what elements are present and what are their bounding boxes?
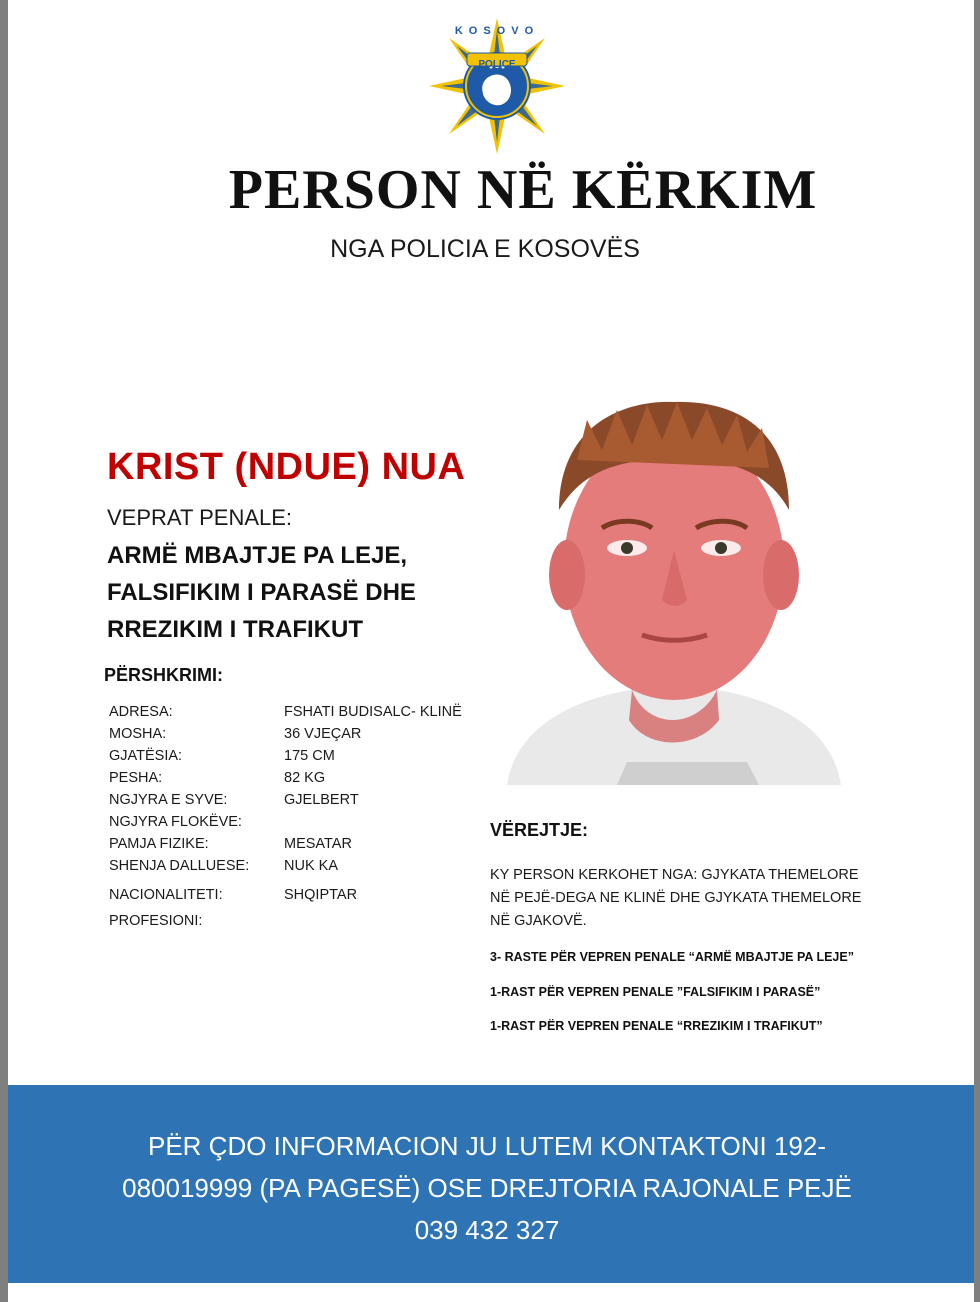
wanted-poster-page <box>8 0 974 1302</box>
description-value: MESATAR <box>284 836 352 852</box>
description-key: GJATËSIA: <box>109 748 183 764</box>
case-line: 1-RAST PËR VEPREN PENALE ”FALSIFIKIM I PARASË” <box>490 985 821 999</box>
suspect-name: KRIST (NDUE) NUA <box>107 446 466 488</box>
case-line: 3- RASTE PËR VEPREN PENALE “ARMË MBAJTJE PA LEJE” <box>490 950 854 964</box>
offense-line: RREZIKIM I TRAFIKUT <box>107 616 363 643</box>
description-row <box>109 913 479 933</box>
badge-arc-text: KOSOVO <box>454 25 540 37</box>
description-value: 82 KG <box>284 770 326 786</box>
notes-line: NË GJAKOVË. <box>490 913 587 929</box>
case-line: 1-RAST PËR VEPREN PENALE “RREZIKIM I TRAFIKUT” <box>490 1019 823 1033</box>
description-row <box>109 836 479 856</box>
description-key: SHENJA DALLUESE: <box>109 858 250 874</box>
description-value: 36 VJEÇAR <box>284 726 362 742</box>
description-key: NGJYRA E SYVE: <box>109 792 228 808</box>
description-row <box>109 748 479 768</box>
description-row <box>109 770 479 790</box>
description-value: SHQIPTAR <box>284 887 358 903</box>
description-value: 175 CM <box>284 748 335 764</box>
notes-line: KY PERSON KERKOHET NGA: GJYKATA THEMELORE <box>490 867 859 883</box>
description-row <box>109 887 479 907</box>
description-value: FSHATI BUDISALC- KLINË <box>284 704 462 720</box>
page-subtitle: NGA POLICIA E KOSOVËS <box>330 235 640 263</box>
badge-ribbon-text: POLICE <box>478 59 516 70</box>
footer-line: PËR ÇDO INFORMACION JU LUTEM KONTAKTONI 192- <box>147 1131 826 1161</box>
description-key: MOSHA: <box>109 726 167 742</box>
offenses-label: VEPRAT PENALE: <box>107 505 293 530</box>
offense-line: FALSIFIKIM I PARASË DHE <box>107 579 416 606</box>
description-key: NACIONALITETI: <box>109 887 223 903</box>
notes-line: NË PEJË-DEGA NE KLINË DHE GJYKATA THEMELORE <box>490 890 862 906</box>
offenses-list <box>107 537 487 648</box>
description-key: NGJYRA FLOKËVE: <box>109 814 242 830</box>
contact-footer <box>8 1085 974 1283</box>
footer-line: 080019999 (PA PAGESË) OSE DREJTORIA RAJONALE PEJË <box>122 1173 852 1203</box>
description-row <box>109 792 479 812</box>
description-value: NUK KA <box>284 858 338 874</box>
notes-label: VËREJTJE: <box>490 820 589 840</box>
description-key: PROFESIONI: <box>109 913 203 929</box>
description-row <box>109 814 479 834</box>
description-label: PËRSHKRIMI: <box>104 665 224 685</box>
description-row <box>109 704 479 724</box>
kosovo-police-badge-icon <box>422 16 572 156</box>
description-key: ADRESA: <box>109 704 173 720</box>
footer-phone: 039 432 327 <box>414 1215 560 1245</box>
description-key: PESHA: <box>109 770 163 786</box>
description-row <box>109 726 479 746</box>
suspect-portrait-photo <box>497 390 851 785</box>
page-title: PERSON NË KËRKIM <box>228 159 818 221</box>
description-value: GJELBERT <box>284 792 359 808</box>
description-key: PAMJA FIZIKE: <box>109 836 209 852</box>
description-row <box>109 858 479 878</box>
notes-text <box>490 864 880 933</box>
offense-line: ARMË MBAJTJE PA LEJE, <box>107 542 408 569</box>
